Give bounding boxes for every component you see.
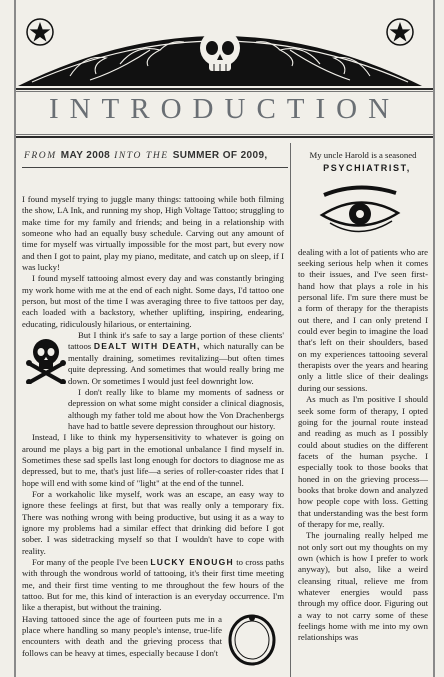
skull-crossbones-icon bbox=[24, 334, 68, 384]
paragraph: I found myself tattooing almost every day and was constantly bringing my work home with me at the end of each night. Some days, I'd tattoo one person, but most of the time I was averaging three to five tattoos per day, each loaded with a backstory, whether uplifting, inspiring, endearing, educating, ridiculously hilarious, or entertaining. bbox=[22, 273, 284, 329]
skull-banner-icon bbox=[10, 6, 430, 88]
main-column bbox=[22, 194, 284, 659]
paragraph: Having tattooed since the age of fourteen puts me in a place where handling so many people's intense, true-life encounters with death and the grieving process that follows can be heavy at times, especially because I don't bbox=[22, 613, 222, 658]
dateline-from: FROM bbox=[24, 151, 57, 161]
side-column bbox=[298, 150, 428, 644]
paragraph: As much as I'm positive I should seek some form of therapy, I opted going for the journal route instead and reading as much as I possibly could about studies on the different facets of the human psyche. I especially took to those books that honed in on the grieving process—books that broke down and analyzed how people cope with loss. Getting that understanding was the best form of therapy for me, really. bbox=[298, 394, 428, 529]
skull-paragraph-block bbox=[22, 330, 284, 432]
dateline-start: MAY 2008 bbox=[60, 150, 111, 161]
paragraph-death: But I think it's safe to say a large portion of these clients' tattoos DEALT WITH DEATH, which naturally can be mentally draining, sometimes revitalizing—but often times quite depressing. And sometimes that would really bring me down. Or sometimes I would just feel downright low. bbox=[68, 330, 284, 386]
paragraph: For a workaholic like myself, work was an escape, an easy way to ignore these feelings at first, but that was really only a temporary fix. There was nothing wrong with being productive, but using it as a way to ignore my problems had a similar effect that drinking did before I got sober. I was sidetracking myself so that I wouldn't have to cope with reality. bbox=[22, 488, 284, 556]
emphasis-death: DEALT WITH DEATH, bbox=[93, 341, 201, 352]
header-rule-top-thin bbox=[16, 91, 433, 92]
paragraph: I don't really like to blame my moments of sadness or depression on what some might consider a clinical diagnosis, although my father told me about how the Von Drachenbergs have had to battle severe depression throughout our history. bbox=[68, 386, 284, 431]
right-frame-line bbox=[433, 0, 435, 677]
paragraph-lucky: For many of the people I've been LUCKY ENOUGH to cross paths with through the wondrous world of tattooing, it's their first time meeting me, and their first time venting to me throughout the few hours of the tattoo. But for me, this kind of interaction is an everyday occurrence. I'm like a therapist, but without the training. bbox=[22, 557, 285, 613]
dateline-into: INTO THE bbox=[114, 151, 169, 161]
star-icon bbox=[387, 19, 413, 45]
dateline-end: SUMMER OF 2009, bbox=[172, 150, 268, 161]
header-rule-top bbox=[16, 88, 433, 90]
star-icon bbox=[27, 19, 53, 45]
emphasis-lucky: LUCKY ENOUGH bbox=[150, 557, 234, 567]
page-title: INTRODUCTION bbox=[48, 93, 401, 125]
header-rule-bottom bbox=[16, 136, 433, 138]
column-divider bbox=[290, 143, 291, 677]
emphasis-psychiatrist: PSYCHIATRIST, bbox=[323, 163, 411, 174]
paragraph: I found myself trying to juggle many things: tattooing while both filming the show, LA Ink, and running my shop, High Voltage Tattoo; struggling to make time for my family and friends; and being in a relationship with someone who had an equally busy schedule. Carving out any amount of time for myself was virtually impossible for the most part, but every now and then I got to paint, play my piano, meditate, and catch up on sleep, if I was lucky! bbox=[22, 194, 284, 273]
paragraph: dealing with a lot of patients who are seeking serious help when it comes to their issues, and I've seen first-hand how that plays a role in his personal life. I'm sure there must be a form of therapy for the therapists out there, and I can only pretend I could ever begin to imagine the load that's left on their shoulders, based on my experiences tattooing several therapists over the years and hearing only a little slice of their dealings during our sessions. bbox=[298, 246, 428, 393]
header-rule-bottom-thin bbox=[16, 134, 433, 135]
eye-icon bbox=[318, 183, 402, 241]
hand-mirror-icon bbox=[224, 614, 280, 668]
dateline-rule bbox=[22, 167, 288, 168]
paragraph: Instead, I like to think my hypersensitivity to whatever is going on around me plays a big part in the emotional unbalance I find myself in. Sometimes these sad spells last long enough for doctors to diagnose me as depressed, but to me, that's just life—a series of roller-coaster rides that I hope will end with some kind of "light" at the end of the tunnel. bbox=[22, 432, 284, 488]
side-intro: My uncle Harold is a seasoned bbox=[309, 150, 417, 160]
dateline bbox=[24, 150, 286, 161]
paragraph: The journaling really helped me not only sort out my thoughts on my own (which is how I prefer to work anyway), but also, like a weird cleansing ritual, relieve me from whatever energies would pass through my office door. Figuring out a way to not carry some of these feelings home with me into my own relationships was bbox=[298, 530, 428, 643]
mirror-paragraph-block bbox=[22, 614, 284, 659]
